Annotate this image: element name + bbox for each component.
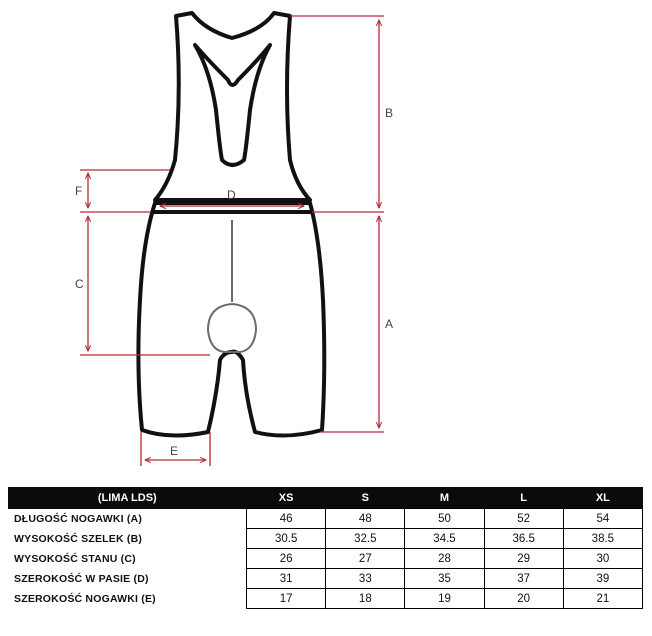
label-d: D: [227, 188, 236, 202]
table-cell: 32.5: [326, 529, 405, 549]
table-row: [8, 589, 643, 609]
table-cell: 21: [563, 589, 642, 609]
table-cell: 36.5: [484, 529, 563, 549]
label-c: C: [75, 277, 84, 291]
dimension-labels: [75, 106, 393, 458]
table-cell: 48: [326, 509, 405, 529]
table-cell: 52: [484, 509, 563, 529]
table-cell: 46: [247, 509, 326, 529]
size-table: [8, 487, 643, 609]
label-f: F: [75, 184, 83, 198]
table-cell: 30.5: [247, 529, 326, 549]
back-cutout: [195, 45, 270, 165]
size-header-xl: XL: [563, 487, 642, 509]
table-cell: 26: [247, 549, 326, 569]
size-header-row: [8, 487, 643, 509]
chamois-pad: [208, 304, 256, 352]
label-b: B: [385, 106, 394, 120]
table-row: [8, 529, 643, 549]
table-cell: 30: [563, 549, 642, 569]
size-header-m: M: [405, 487, 484, 509]
bib-straps: [155, 13, 310, 200]
table-cell: 20: [484, 589, 563, 609]
table-row: [8, 569, 643, 589]
size-header-xs: XS: [247, 487, 326, 509]
table-cell: 29: [484, 549, 563, 569]
row-label: WYSOKOŚĆ STANU (C): [14, 552, 136, 565]
table-cell: 37: [484, 569, 563, 589]
row-label: WYSOKOŚĆ SZELEK (B): [14, 532, 143, 545]
table-cell: 17: [247, 589, 326, 609]
label-e: E: [170, 444, 179, 458]
size-header-s: S: [326, 487, 405, 509]
table-cell: 34.5: [405, 529, 484, 549]
row-label: SZEROKOŚĆ W PASIE (D): [14, 572, 149, 585]
size-header-l: L: [484, 487, 563, 509]
table-cell: 18: [326, 589, 405, 609]
table-cell: 50: [405, 509, 484, 529]
row-label: SZEROKOŚĆ NOGAWKI (E): [14, 592, 156, 605]
table-cell: 19: [405, 589, 484, 609]
table-cell: 31: [247, 569, 326, 589]
table-cell: 38.5: [563, 529, 642, 549]
table-row: [8, 549, 643, 569]
row-label: DŁUGOŚĆ NOGAWKI (A): [14, 512, 143, 525]
table-cell: 35: [405, 569, 484, 589]
table-cell: 33: [326, 569, 405, 589]
table-cell: 54: [563, 509, 642, 529]
model-label: (LIMA LDS): [8, 487, 247, 509]
table-row: [8, 509, 643, 529]
table-cell: 39: [563, 569, 642, 589]
label-a: A: [385, 317, 394, 331]
seams: [208, 220, 256, 352]
table-cell: 27: [326, 549, 405, 569]
table-cell: 28: [405, 549, 484, 569]
